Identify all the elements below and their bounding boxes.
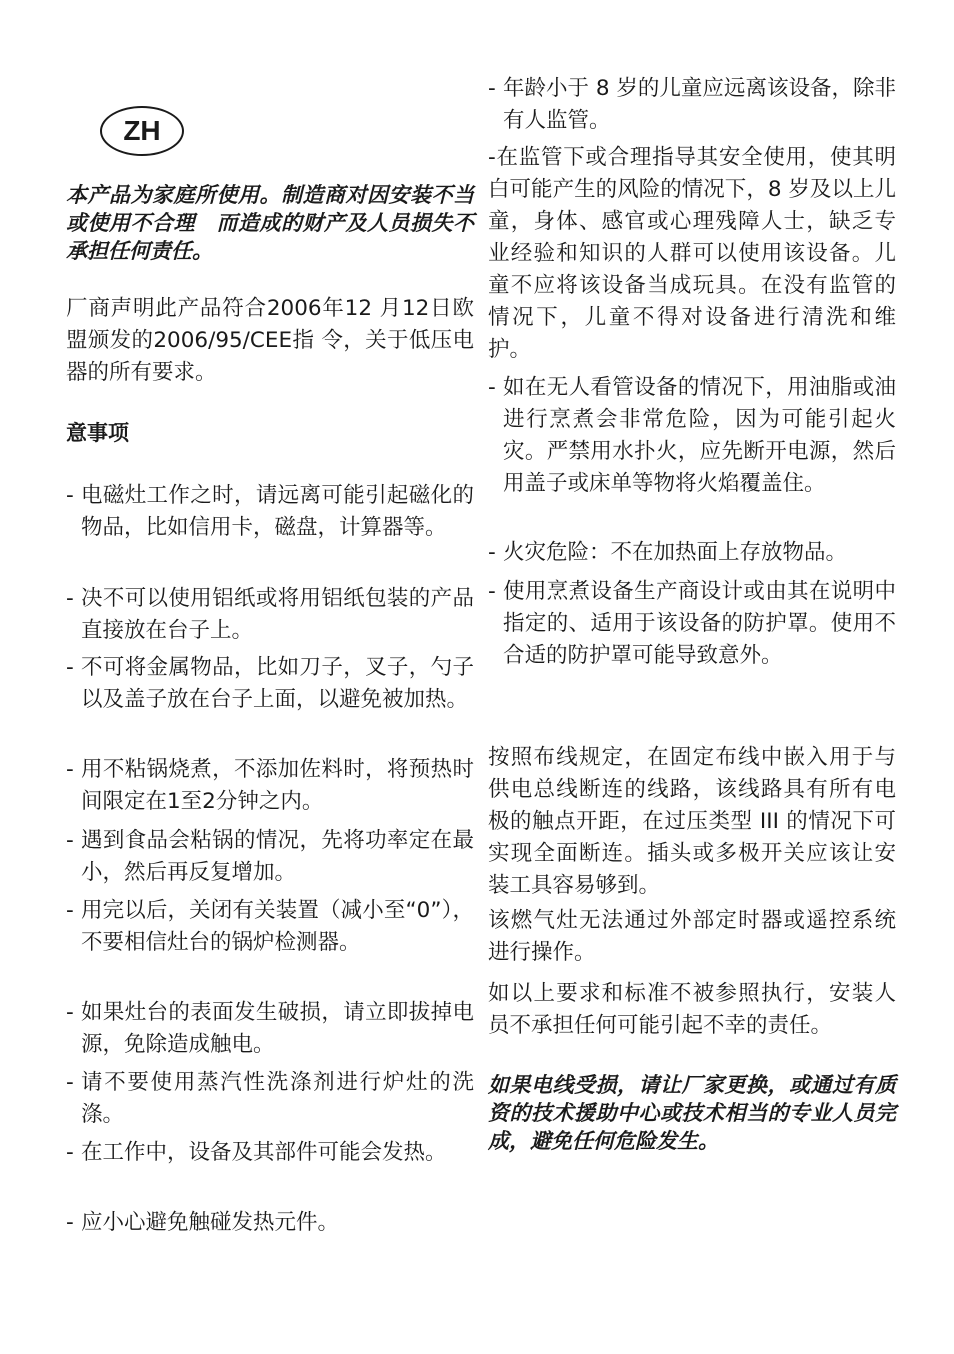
list-item [66, 1137, 474, 1169]
list-item [66, 480, 474, 544]
bullet-dash: - [66, 1210, 74, 1235]
cable-warning-text: 如果电线受损，请让厂家更换，或通过有质资的技术援助中心或技术相当的专业人员完成，避免任何危险发生。 [488, 1073, 896, 1153]
list-item-text: 决不可以使用铝纸或将用铝纸包装的产品直接放在台子上。 [81, 586, 474, 643]
liability-text: 如以上要求和标准不被参照执行，安装人员不承担任何可能引起不幸的责任。 [488, 981, 896, 1038]
bullet-dash: - [66, 1070, 74, 1095]
list-item-text: 请不要使用蒸汽性洗涤剂进行炉灶的洗涤。 [81, 1070, 474, 1127]
compliance-text: 厂商声明此产品符合2006年12 月12日欧盟颁发的2006/95/CEE指 令，关于低压电器的所有要求。 [66, 296, 474, 385]
bullet-dash: - [66, 1140, 74, 1165]
language-badge: ZH [100, 106, 184, 156]
list-item-text: 如果灶台的表面发生破损，请立即拔掉电源，免除造成触电。 [81, 1000, 474, 1057]
list-item-text: 不可将金属物品，比如刀子，叉子，勺子以及盖子放在台子上面，以避免被加热。 [81, 655, 474, 712]
bullet-dash: - [66, 757, 74, 782]
wiring-text: 按照布线规定，在固定布线中嵌入用于与供电总线断连的线路，该线路具有所有电极的触点开距，在过压类型 III 的情况下可实现全面断连。插头或多极开关应该让安装工具容易够到。 [488, 745, 896, 898]
list-item [66, 895, 474, 959]
list-item [488, 372, 896, 500]
disclaimer-text: 本产品为家庭所使用。制造商对因安装不当或使用不合理 而造成的财产及人员损失不承担任何责任。 [66, 183, 474, 263]
bullet-dash: - [66, 586, 74, 611]
supervision-text: -在监管下或合理指导其安全使用，使其明白可能产生的风险的情况下，8 岁及以上儿童，身体、感官或心理残障人士，缺乏专业经验和知识的人群可以使用该设备。儿童不应将该设备当成玩具。在没有监管的情况下，儿童不得对设备进行清洗和维护。 [488, 145, 896, 362]
bullet-dash: - [488, 540, 496, 565]
list-item-text: 如在无人看管设备的情况下，用油脂或油进行烹煮会非常危险，因为可能引起火灾。严禁用水扑火，应先断开电源，然后用盖子或床单等物将火焰覆盖住。 [503, 375, 896, 496]
list-item [66, 997, 474, 1061]
list-item-text: 年龄小于 8 岁的儿童应远离该设备，除非有人监管。 [503, 76, 896, 133]
bullet-dash: - [488, 579, 496, 604]
list-item-text: 用不粘锅烧煮，不添加佐料时，将预热时间限定在1至2分钟之内。 [81, 757, 474, 814]
list-item-text: 使用烹煮设备生产商设计或由其在说明中指定的、适用于该设备的防护罩。使用不合适的防护罩可能导致意外。 [503, 579, 896, 668]
list-item [66, 754, 474, 818]
bullet-dash: - [66, 1000, 74, 1025]
list-item [66, 1207, 474, 1239]
bullet-dash: - [66, 655, 74, 680]
list-item [488, 576, 896, 672]
list-item-text: 电磁灶工作之时，请远离可能引起磁化的物品，比如信用卡，磁盘，计算器等。 [81, 483, 474, 540]
list-item [488, 73, 896, 137]
section-heading: 意事项 [66, 421, 129, 445]
timer-text: 该燃气灶无法通过外部定时器或遥控系统进行操作。 [488, 908, 896, 965]
bullet-dash: - [66, 828, 74, 853]
bullet-dash: - [66, 483, 74, 508]
list-item-text: 火灾危险：不在加热面上存放物品。 [503, 540, 848, 565]
list-item [66, 825, 474, 889]
list-item [66, 652, 474, 716]
list-item-text: 用完以后，关闭有关装置（减小至“0”），不要相信灶台的锅炉检测器。 [81, 898, 474, 955]
list-item-text: 应小心避免触碰发热元件。 [81, 1210, 340, 1235]
bullet-dash: - [66, 898, 74, 923]
list-item [488, 537, 896, 569]
bullet-dash: - [488, 76, 496, 101]
list-item-text: 遇到食品会粘锅的情况，先将功率定在最小，然后再反复增加。 [81, 828, 474, 885]
list-item [66, 1067, 474, 1131]
list-item [66, 583, 474, 647]
list-item-text: 在工作中，设备及其部件可能会发热。 [81, 1140, 447, 1165]
bullet-dash: - [488, 375, 496, 400]
